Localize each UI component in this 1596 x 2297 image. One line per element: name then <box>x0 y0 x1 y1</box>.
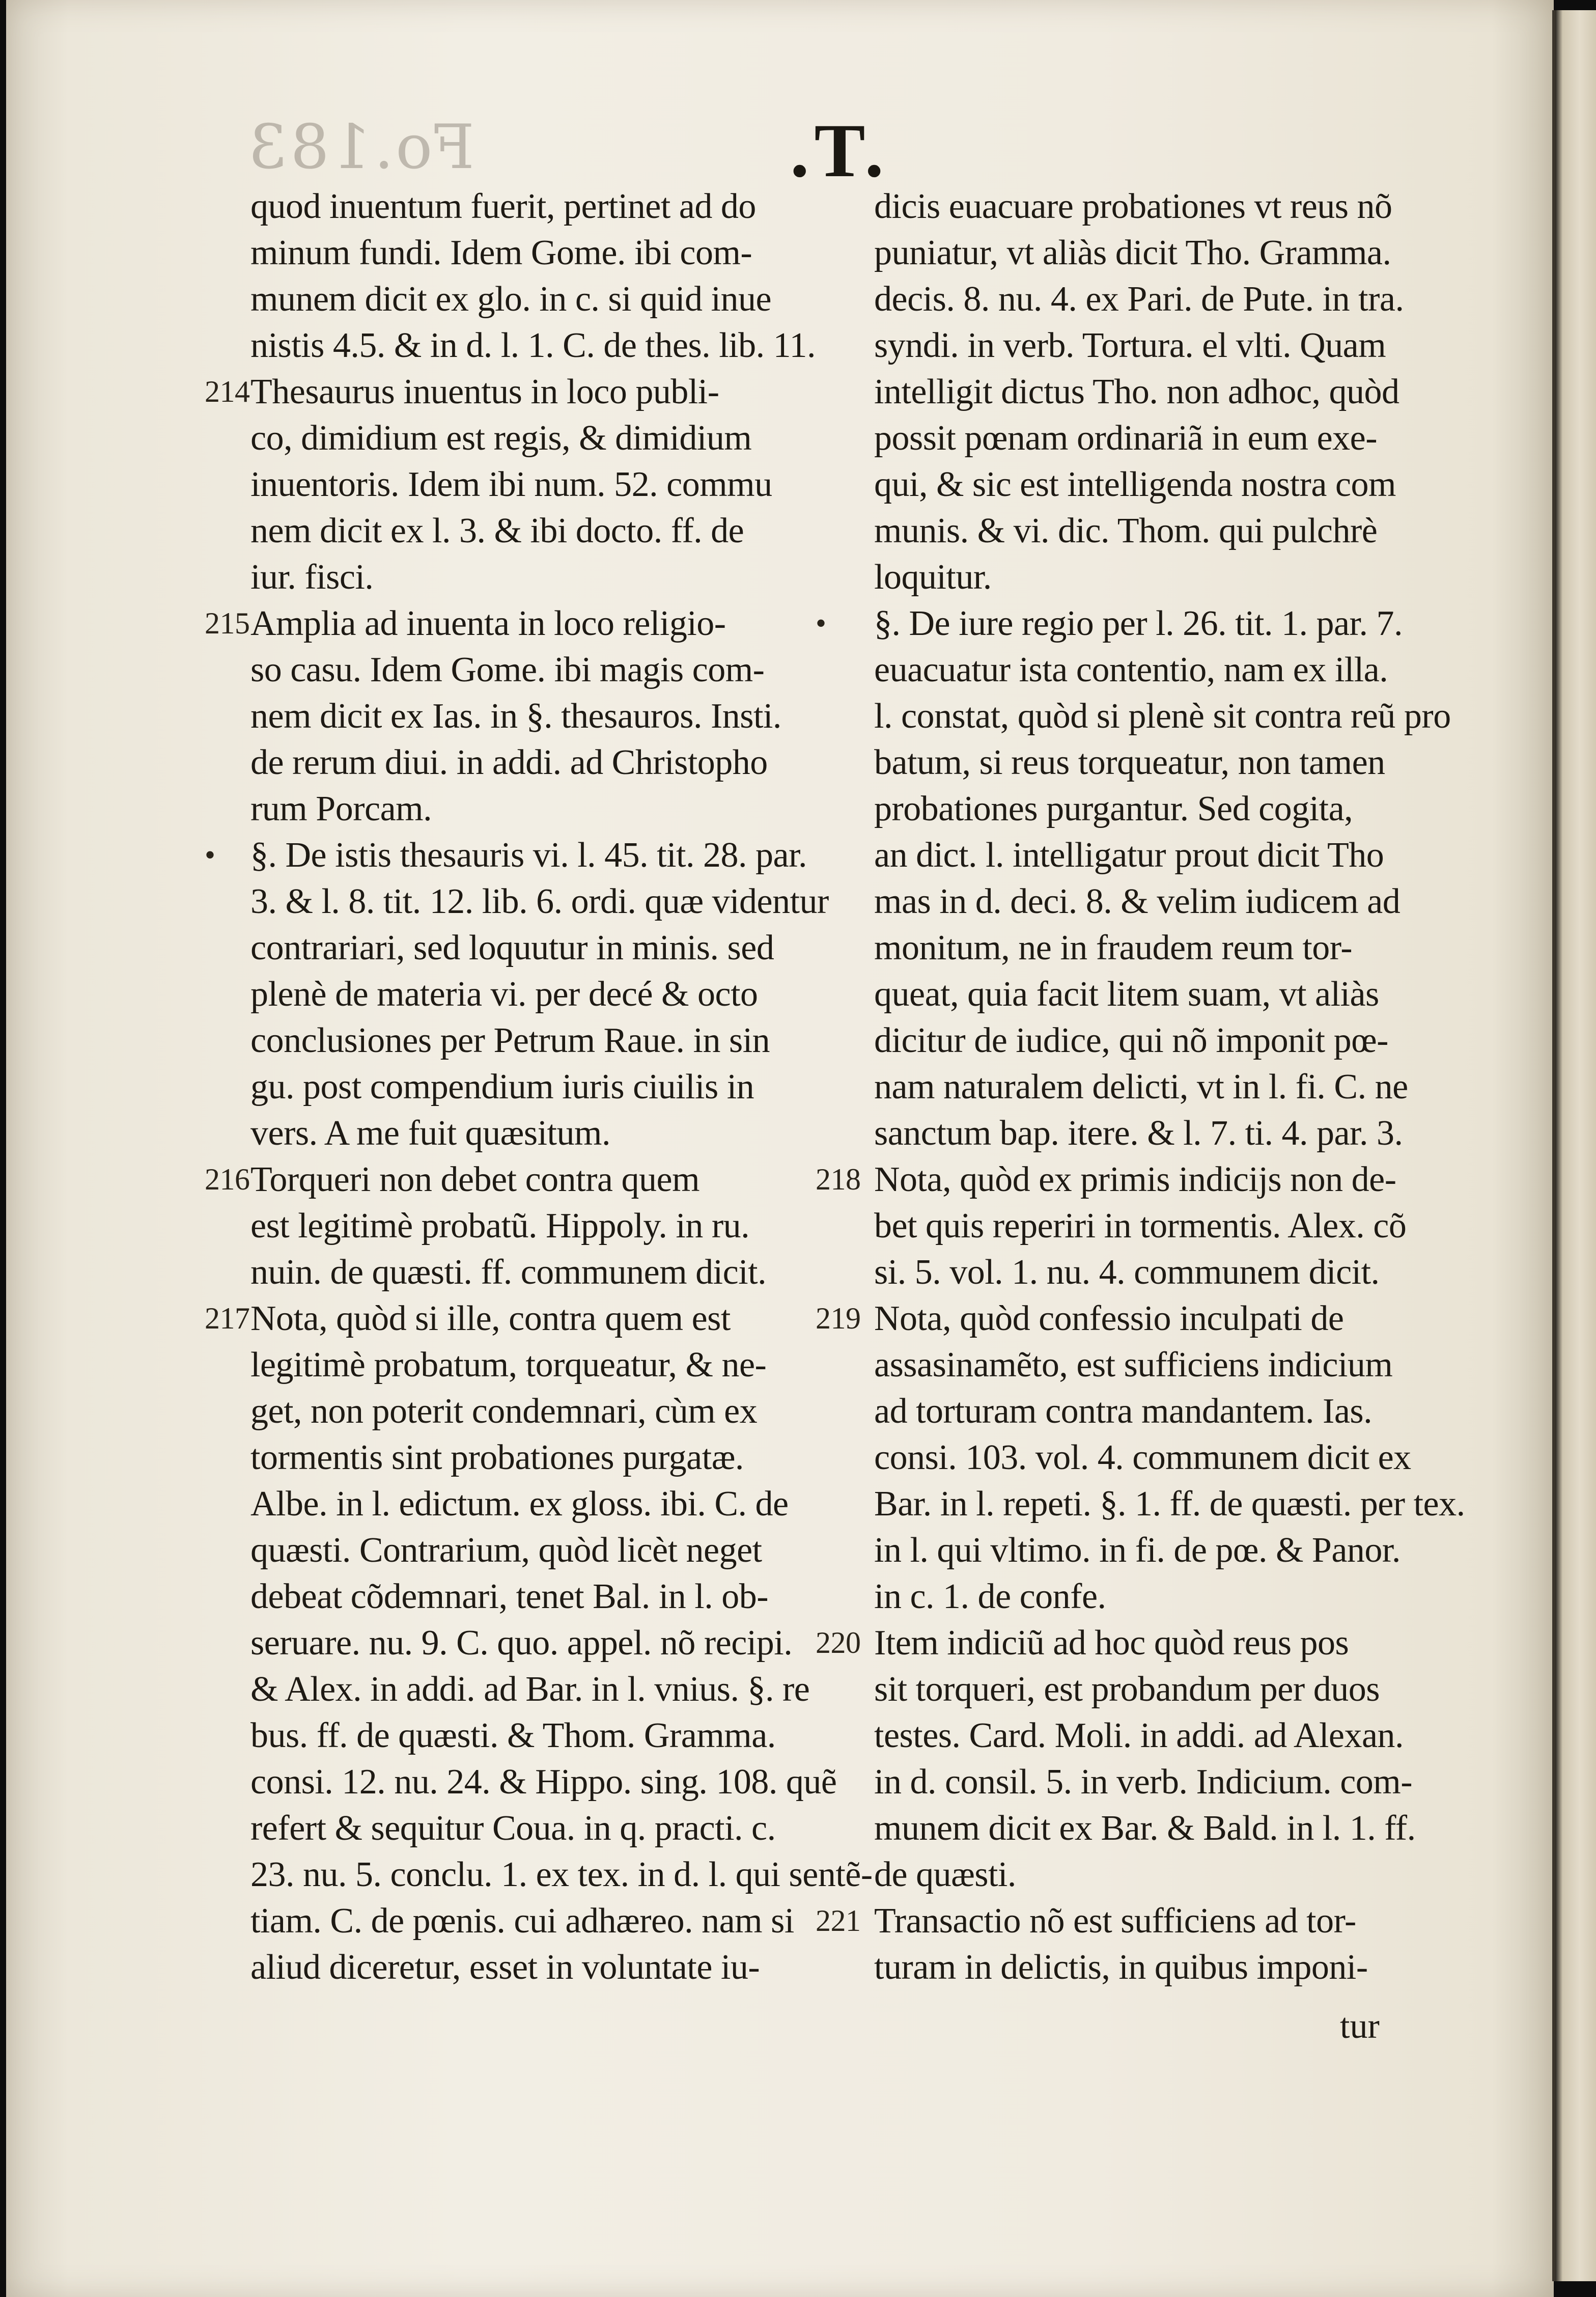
text-line <box>205 832 810 878</box>
line-text: conclusiones per Petrum Raue. in sin <box>250 1021 770 1060</box>
text-line <box>874 230 1439 276</box>
text-line <box>205 1295 810 1342</box>
text-line <box>250 1249 810 1295</box>
text-line <box>250 1805 810 1851</box>
text-line <box>250 276 810 322</box>
line-text: aliud diceretur, esset in voluntate iu- <box>250 1948 760 1987</box>
text-line <box>250 1759 837 1805</box>
line-text: in l. qui vltimo. in fi. de pœ. & Panor. <box>874 1531 1401 1570</box>
line-text: legitimè probatum, torqueatur, & ne- <box>250 1345 767 1385</box>
text-line <box>874 1388 1439 1434</box>
line-text: Item indiciũ ad hoc quòd reus pos <box>874 1623 1349 1663</box>
text-line <box>250 508 810 554</box>
page-header <box>6 102 1554 193</box>
text-line <box>874 1064 1439 1110</box>
line-text: queat, quia facit litem suam, vt aliàs <box>874 975 1379 1014</box>
line-text: Transactio nõ est sufficiens ad tor- <box>874 1901 1356 1941</box>
text-line <box>816 1620 1439 1666</box>
text-line <box>874 925 1439 971</box>
catchword: tur <box>1340 2007 1380 2046</box>
text-line <box>250 1203 810 1249</box>
line-text: bus. ff. de quæsti. & Thom. Gramma. <box>250 1716 776 1755</box>
right-text-column <box>816 183 1465 1990</box>
marginal-number: • <box>205 838 215 872</box>
text-line <box>816 600 1439 647</box>
text-line <box>205 369 810 415</box>
line-text: assasinamẽto, est sufficiens indicium <box>874 1345 1393 1385</box>
line-text: consi. 12. nu. 24. & Hippo. sing. 108. quẽ <box>250 1762 837 1802</box>
line-text: dicitur de iudice, qui nõ imponit pœ- <box>874 1021 1388 1060</box>
text-line <box>250 925 810 971</box>
text-line <box>250 183 810 230</box>
line-text: turam in delictis, in quibus imponi- <box>874 1948 1368 1987</box>
line-text: inuentoris. Idem ibi num. 52. commu <box>250 465 772 504</box>
line-text: Nota, quòd confessio inculpati de <box>874 1299 1344 1338</box>
text-line <box>250 878 829 925</box>
line-text: 23. nu. 5. conclu. 1. ex tex. in d. l. qui sentẽ- <box>250 1855 873 1894</box>
line-text: munem dicit ex glo. in c. si quid inue <box>250 280 772 319</box>
text-line <box>874 1851 1439 1898</box>
line-text: vers. A me fuit quæsitum. <box>250 1114 610 1153</box>
text-line <box>874 1573 1439 1620</box>
page-signature: .T. <box>790 108 889 193</box>
text-line <box>250 1481 810 1527</box>
line-text: quæsti. Contrarium, quòd licèt neget <box>250 1531 762 1570</box>
text-line <box>874 461 1439 508</box>
line-text: batum, si reus torqueatur, non tamen <box>874 743 1385 782</box>
line-text: contrariari, sed loquutur in minis. sed <box>250 928 774 967</box>
text-line <box>874 322 1439 369</box>
text-line <box>874 554 1439 600</box>
text-line <box>250 554 810 600</box>
text-line <box>874 1805 1439 1851</box>
text-line <box>250 1110 810 1156</box>
marginal-number: 215 <box>205 606 250 640</box>
text-line <box>250 461 810 508</box>
line-text: tormentis sint probationes purgatæ. <box>250 1438 744 1477</box>
line-text: seruare. nu. 9. C. quo. appel. nõ recipi. <box>250 1623 793 1663</box>
line-text: intelligit dictus Tho. non adhoc, quòd <box>874 372 1399 411</box>
line-text: in c. 1. de confe. <box>874 1577 1106 1616</box>
text-line <box>250 1434 810 1481</box>
line-text: puniatur, vt aliàs dicit Tho. Gramma. <box>874 233 1391 272</box>
text-line <box>874 647 1439 693</box>
text-line <box>874 739 1439 786</box>
line-text: nam naturalem delicti, vt in l. fi. C. ne <box>874 1067 1408 1106</box>
line-text: loquitur. <box>874 558 992 597</box>
text-line <box>250 1712 810 1759</box>
line-text: rum Porcam. <box>250 789 432 828</box>
line-text: ad torturam contra mandantem. Ias. <box>874 1392 1373 1431</box>
text-line <box>250 1620 810 1666</box>
text-line <box>250 1851 873 1898</box>
line-text: get, non poterit condemnari, cùm ex <box>250 1392 758 1431</box>
text-line <box>874 1434 1439 1481</box>
line-text: nem dicit ex l. 3. & ibi docto. ff. de <box>250 511 744 550</box>
line-text: minum fundi. Idem Gome. ibi com- <box>250 233 752 272</box>
line-text: quod inuentum fuerit, pertinet ad do <box>250 187 756 226</box>
text-line <box>816 1898 1439 1944</box>
line-text: Albe. in l. edictum. ex gloss. ibi. C. de <box>250 1484 789 1524</box>
text-line <box>874 971 1439 1017</box>
text-line <box>250 1388 810 1434</box>
line-text: plenè de materia vi. per decé & octo <box>250 975 758 1014</box>
line-text: sanctum bap. itere. & l. 7. ti. 4. par. 3. <box>874 1114 1403 1153</box>
line-text: testes. Card. Moli. in addi. ad Alexan. <box>874 1716 1404 1755</box>
line-text: §. De istis thesauris vi. l. 45. tit. 28. par. <box>250 836 807 875</box>
marginal-number: 218 <box>816 1163 861 1196</box>
line-text: Nota, quòd si ille, contra quem est <box>250 1299 731 1338</box>
line-text: bet quis reperiri in tormentis. Alex. cõ <box>874 1206 1407 1246</box>
text-line <box>874 832 1439 878</box>
line-text: munis. & vi. dic. Thom. qui pulchrè <box>874 511 1378 550</box>
line-text: mas in d. deci. 8. & velim iudicem ad <box>874 882 1401 921</box>
line-text: possit pœnam ordinariã in eum exe- <box>874 419 1378 458</box>
text-line <box>874 1481 1465 1527</box>
text-line <box>250 415 810 461</box>
line-text: §. De iure regio per l. 26. tit. 1. par. 7. <box>874 604 1403 643</box>
line-text: 3. & l. 8. tit. 12. lib. 6. ordi. quæ videntur <box>250 882 829 921</box>
line-text: Amplia ad inuenta in loco religio- <box>250 604 726 643</box>
line-text: qui, & sic est intelligenda nostra com <box>874 465 1396 504</box>
line-text: nistis 4.5. & in d. l. 1. C. de thes. lib. 11. <box>250 326 816 365</box>
line-text: & Alex. in addi. ad Bar. in l. vnius. §. re <box>250 1670 810 1709</box>
marginal-number: • <box>816 606 826 640</box>
text-line <box>874 786 1439 832</box>
text-line <box>250 647 810 693</box>
line-text: decis. 8. nu. 4. ex Pari. de Pute. in tra. <box>874 280 1404 319</box>
line-text: Nota, quòd ex primis indicijs non de- <box>874 1160 1396 1199</box>
text-line <box>250 1342 810 1388</box>
text-line <box>250 739 810 786</box>
line-text: Torqueri non debet contra quem <box>250 1160 700 1199</box>
line-text: consi. 103. vol. 4. communem dicit ex <box>874 1438 1411 1477</box>
text-line <box>874 878 1439 925</box>
line-text: sit torqueri, est probandum per duos <box>874 1670 1380 1709</box>
text-line <box>250 1898 810 1944</box>
text-line <box>874 1944 1439 1990</box>
line-text: de rerum diui. in addi. ad Christopho <box>250 743 768 782</box>
line-text: iur. fisci. <box>250 558 374 597</box>
line-text: si. 5. vol. 1. nu. 4. communem dicit. <box>874 1253 1380 1292</box>
line-text: tiam. C. de pœnis. cui adhæreo. nam si <box>250 1901 794 1941</box>
line-text: de quæsti. <box>874 1855 1016 1894</box>
line-text: nem dicit ex Ias. in §. thesauros. Insti. <box>250 697 781 736</box>
text-line <box>874 183 1439 230</box>
text-line <box>250 1527 810 1573</box>
text-line <box>874 693 1451 739</box>
text-line <box>874 276 1439 322</box>
line-text: an dict. l. intelligatur prout dicit Tho <box>874 836 1384 875</box>
line-text: in d. consil. 5. in verb. Indicium. com- <box>874 1762 1413 1802</box>
line-text: dicis euacuare probationes vt reus nõ <box>874 187 1392 226</box>
marginal-number: 216 <box>205 1163 250 1196</box>
marginal-number: 214 <box>205 375 250 408</box>
marginal-number: 217 <box>205 1302 250 1335</box>
text-line <box>874 1342 1439 1388</box>
text-line <box>874 415 1439 461</box>
text-line <box>250 971 810 1017</box>
text-line <box>816 1295 1439 1342</box>
line-text: l. constat, quòd si plenè sit contra reũ pro <box>874 697 1451 736</box>
text-line <box>874 1666 1439 1712</box>
line-text: est legitimè probatũ. Hippoly. in ru. <box>250 1206 750 1246</box>
marginal-number: 221 <box>816 1904 861 1938</box>
text-line <box>250 1017 810 1064</box>
text-line <box>816 1156 1439 1203</box>
line-text: co, dimidium est regis, & dimidium <box>250 419 752 458</box>
text-line <box>250 1944 810 1990</box>
line-text: probationes purgantur. Sed cogita, <box>874 789 1353 828</box>
line-text: so casu. Idem Gome. ibi magis com- <box>250 650 765 689</box>
text-line <box>874 1203 1439 1249</box>
text-line <box>250 230 810 276</box>
text-line <box>874 1110 1439 1156</box>
text-line <box>250 322 816 369</box>
marginal-number: 219 <box>816 1302 861 1335</box>
text-line <box>250 786 810 832</box>
line-text: debeat cõdemnari, tenet Bal. in l. ob- <box>250 1577 769 1616</box>
line-text: nuin. de quæsti. ff. communem dicit. <box>250 1253 767 1292</box>
line-text: Bar. in l. repeti. §. 1. ff. de quæsti. per tex. <box>874 1484 1465 1524</box>
text-line <box>874 1759 1439 1805</box>
text-line <box>205 1156 810 1203</box>
text-line <box>874 1527 1439 1573</box>
facing-page-edge <box>1552 10 1596 2281</box>
text-line <box>250 1573 810 1620</box>
line-text: munem dicit ex Bar. & Bald. in l. 1. ff. <box>874 1809 1416 1848</box>
line-text: refert & sequitur Coua. in q. practi. c. <box>250 1809 776 1848</box>
text-line <box>250 1064 810 1110</box>
book-page <box>6 0 1554 2297</box>
line-text: euacuatur ista contentio, nam ex illa. <box>874 650 1388 689</box>
text-line <box>874 1712 1439 1759</box>
folio-number-show-through: Fo.183 <box>245 112 475 183</box>
text-line <box>874 508 1439 554</box>
text-line <box>205 600 810 647</box>
text-line <box>874 1017 1439 1064</box>
text-line <box>874 369 1439 415</box>
text-line <box>250 1666 810 1712</box>
line-text: monitum, ne in fraudem reum tor- <box>874 928 1353 967</box>
line-text: gu. post compendium iuris ciuilis in <box>250 1067 754 1106</box>
text-line <box>874 1249 1439 1295</box>
marginal-number: 220 <box>816 1626 861 1659</box>
text-line <box>250 693 810 739</box>
line-text: syndi. in verb. Tortura. el vlti. Quam <box>874 326 1386 365</box>
line-text: Thesaurus inuentus in loco publi- <box>250 372 719 411</box>
